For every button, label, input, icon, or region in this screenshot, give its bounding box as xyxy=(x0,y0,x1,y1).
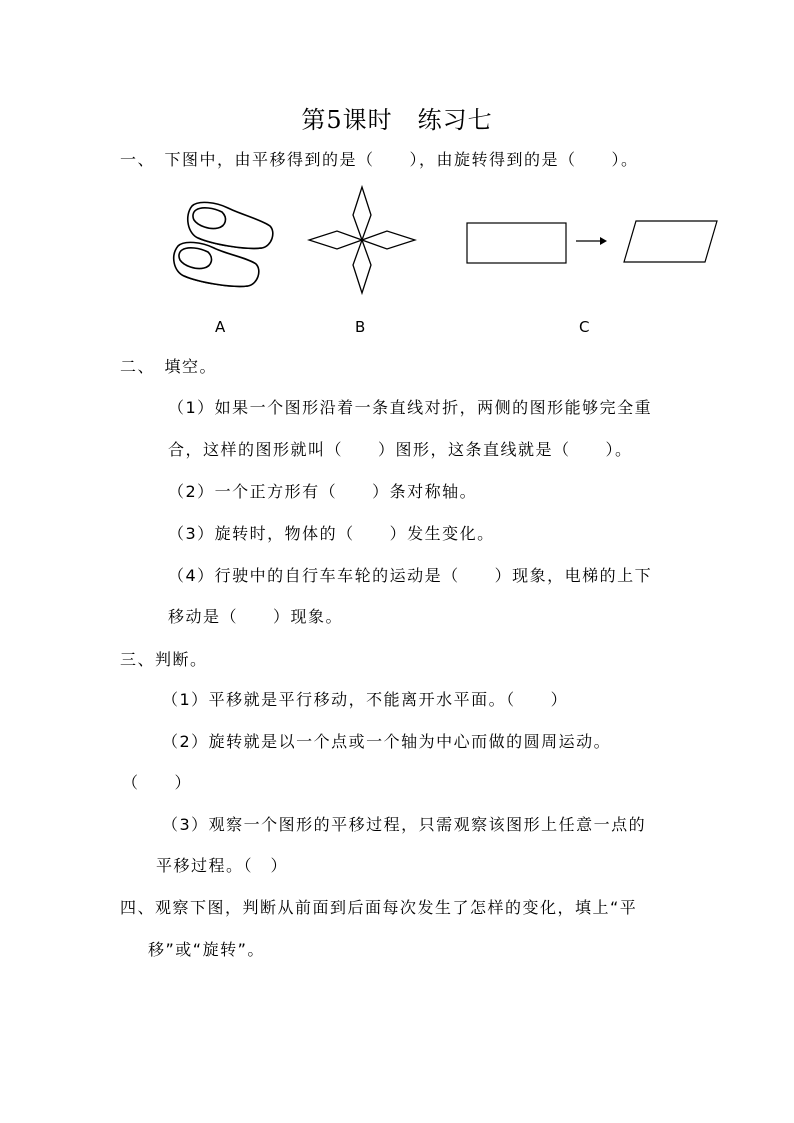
shoes-figure xyxy=(168,196,280,296)
section4-line2: 移”或“旋转”。 xyxy=(148,940,265,959)
section2-q4-line2: 移动是（ ）现象。 xyxy=(168,607,344,626)
section2-q4-line1: （4）行驶中的自行车车轮的运动是（ ）现象，电梯的上下 xyxy=(168,566,653,585)
page-title: 第5课时 练习七 xyxy=(301,106,493,134)
section2-q2: （2）一个正方形有（ ）条对称轴。 xyxy=(168,482,478,501)
section2-q1-line2: 合，这样的图形就叫（ ）图形，这条直线就是（ ）。 xyxy=(168,440,633,459)
section2-heading: 二、 填空。 xyxy=(120,357,218,376)
section3-q1: （1）平移就是平行移动，不能离开水平面。（ ） xyxy=(162,690,569,709)
section1-question: 一、 下图中，由平移得到的是（ ），由旋转得到的是（ ）。 xyxy=(120,150,639,169)
section3-q3-line1: （3）观察一个图形的平移过程，只需观察该图形上任意一点的 xyxy=(162,815,647,834)
section3-q2-line1: （2）旋转就是以一个点或一个轴为中心而做的圆周运动。 xyxy=(162,732,612,751)
section3-q2-line2: （ ） xyxy=(122,773,193,792)
section2-q1-line1: （1）如果一个图形沿着一条直线对折，两侧的图形能够完全重 xyxy=(168,398,653,417)
rhombus-pinwheel-figure xyxy=(307,185,417,295)
figure-label-b: B xyxy=(355,318,366,336)
section3-q3-line2: 平移过程。（ ） xyxy=(156,856,289,875)
section3-heading: 三、判断。 xyxy=(120,650,208,669)
figure-label-c: C xyxy=(579,318,590,336)
rectangle-to-parallelogram-figure xyxy=(466,218,720,268)
section2-q3: （3）旋转时，物体的（ ）发生变化。 xyxy=(168,524,495,543)
section4-line1: 四、观察下图，判断从前面到后面每次发生了怎样的变化，填上“平 xyxy=(120,898,638,917)
figure-label-a: A xyxy=(215,318,226,336)
